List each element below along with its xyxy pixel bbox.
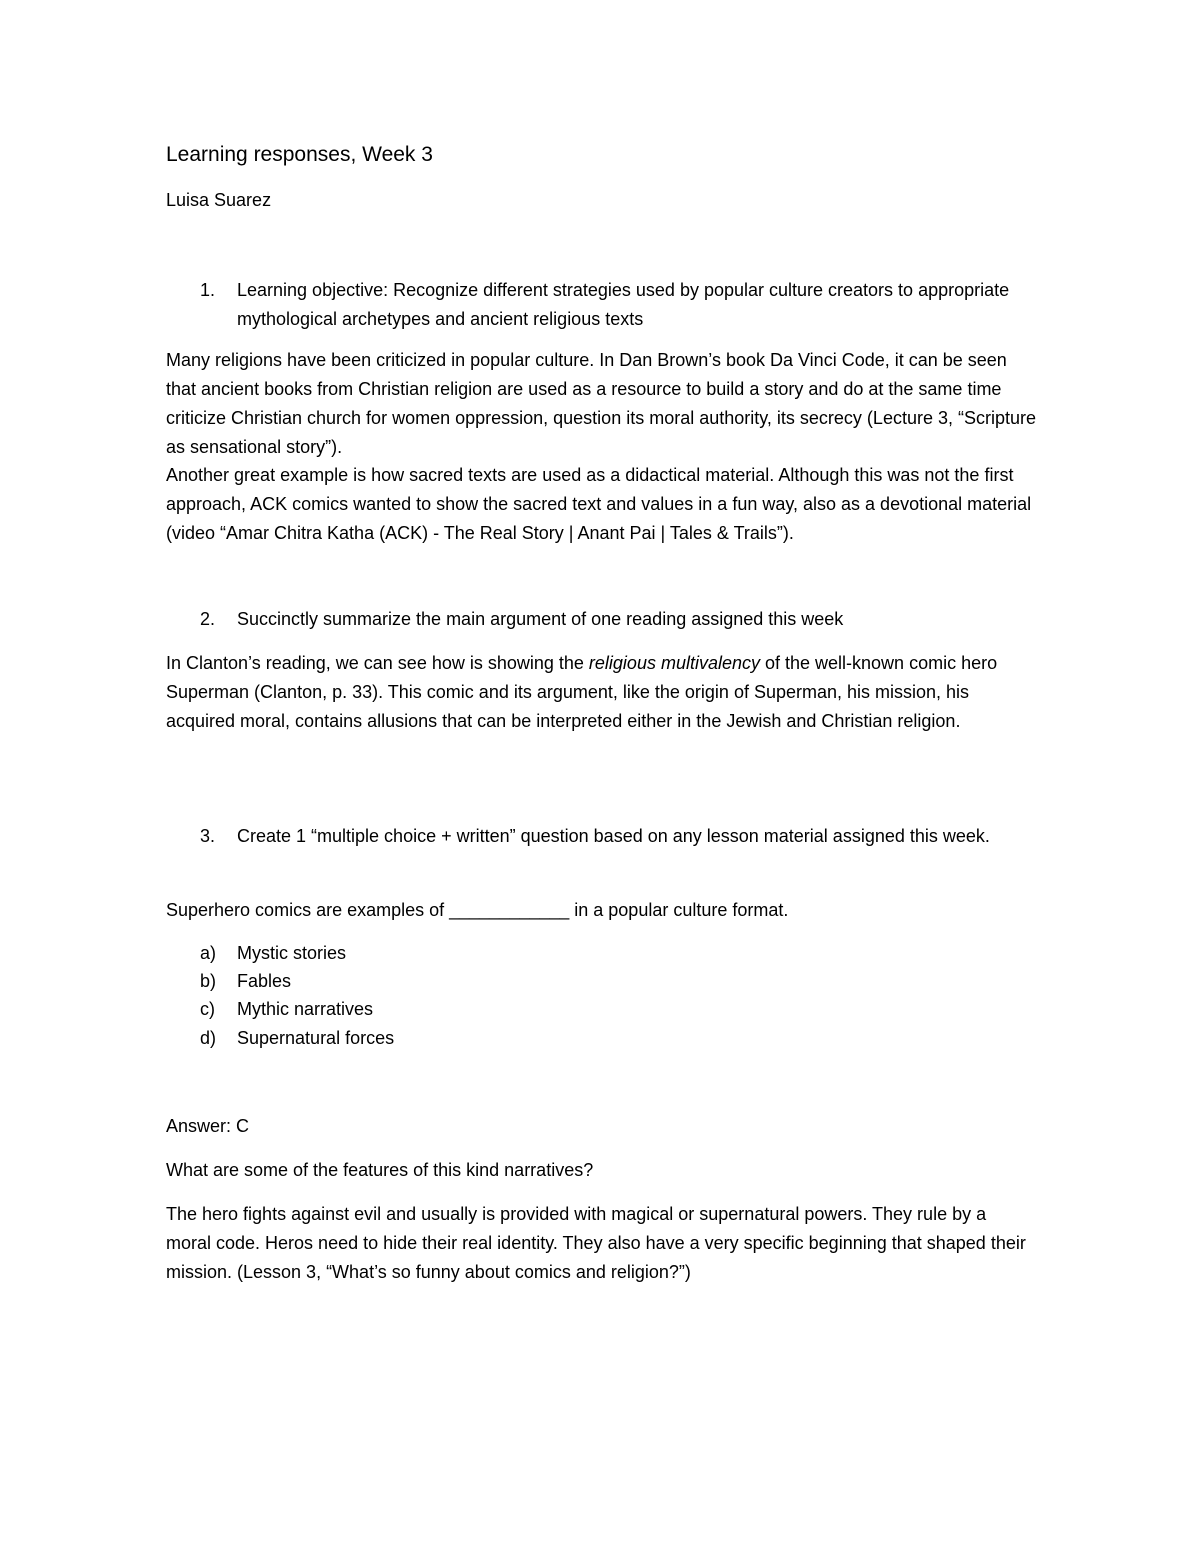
option-c-text: Mythic narratives [237, 999, 374, 1019]
question-1-prompt: Learning objective: Recognize different strategies used by popular culture creators to appropriate mythological archetypes and ancient religious texts [237, 280, 1010, 329]
author-name: Luisa Suarez [166, 190, 272, 210]
document-title: Learning responses, Week 3 [166, 143, 433, 166]
question-1-answer-paragraph-2: Another great example is how sacred texts are used as a didactical material. Although this was not the first approach, ACK comics wanted to show the sacred text and values in a fun way, also as a devotional material (video “Amar Chitra Katha (ACK) - The Real Story | Anant Pai | Tales & Trails”). [166, 465, 1032, 543]
option-b-text: Fables [237, 971, 292, 991]
question-2-number: 2. [200, 609, 216, 629]
answer-key: Answer: C [166, 1116, 250, 1136]
question-1-answer-paragraph-1: Many religions have been criticized in popular culture. In Dan Brown’s book Da Vinci Code, it can be seen that ancient books from Christian religion are used as a resource to build a story and do at the same time criticize Christian church for women oppression, question its moral authority, its secrecy (Lecture 3, “Scripture as sensational story”). [166, 350, 1037, 457]
option-a-text: Mystic stories [237, 943, 347, 963]
question-2-answer-text-end: of the well-known comic hero Superman (Clanton, p. 33). This comic and its argument, like the origin of Superman, his mission, his acquired moral, contains allusions that can be interpreted either in the Jewish and Christian religion. [166, 653, 998, 731]
multiple-choice-question: Superhero comics are examples of ____________ in a popular culture format. [166, 900, 789, 920]
question-2-answer [166, 649, 1036, 736]
question-2-answer-italic-term: religious multivalency [588, 653, 760, 673]
question-2-answer-text-start: In Clanton’s reading, we can see how is showing the [166, 653, 589, 673]
question-2-prompt: Succinctly summarize the main argument of one reading assigned this week [237, 609, 844, 629]
followup-answer: The hero fights against evil and usually is provided with magical or supernatural powers. They rule by a moral code. Heros need to hide their real identity. They also have a very specific beginning that shaped their mission. (Lesson 3, “What’s so funny about comics and religion?”) [166, 1204, 1026, 1282]
followup-question: What are some of the features of this kind narratives? [166, 1160, 594, 1180]
question-1-number: 1. [200, 280, 216, 300]
option-d-letter: d) [200, 1028, 217, 1048]
question-3-number: 3. [200, 826, 216, 846]
question-3-prompt: Create 1 “multiple choice + written” question based on any lesson material assigned this week. [237, 826, 990, 846]
option-b-letter: b) [200, 971, 217, 991]
option-c-letter: c) [200, 999, 215, 1019]
option-a-letter: a) [200, 943, 217, 963]
option-d-text: Supernatural forces [237, 1028, 395, 1048]
